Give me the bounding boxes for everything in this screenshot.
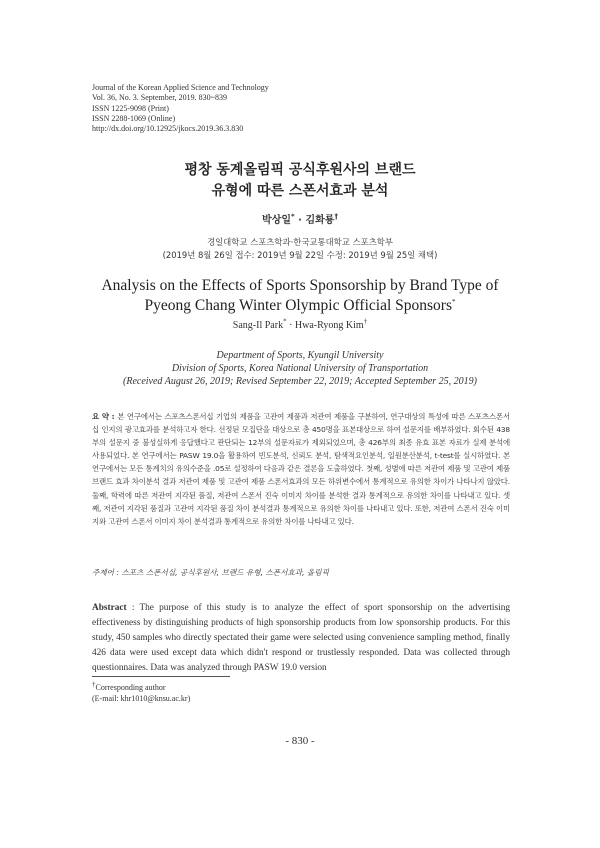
journal-issn-print: ISSN 1225-9098 (Print): [92, 103, 169, 113]
korean-abstract: [92, 410, 510, 528]
korean-abstract-text: 본 연구에서는 스포츠스폰서십 기업의 제품을 고관여 제품과 저관여 제품을 구분하여, 연구대상의 특성에 따른 스포츠스폰서십 인지의 광고효과를 분석하고자 한다. 선정된 모집단을 대상으로 총 450명을 표본대상으로 하여 설문지를 배부하였다. 회수된 438부의 설문지 중 불성실하게 응답했다고 판단되는 12부의 설문자료가 제외되었으며, 총 426부의 최종 유효 표본 자료가 실제 분석에 사용되었다. 본 연구에서는 PASW 19.0을 활용하여 빈도분석, 신뢰도 분석, 탐색적요인분석, 일원분산분석, t-test를 실시하였다. 본 연구에서는 모든 통계치의 유의수준을 .05로 설정하여 다음과 같은 결론을 도출하였다. 첫째, 성별에 따른 저관여 제품 및 고관여 제품 브랜드 효과 차이분석 결과 저관여 제품 및 고관여 제품 스폰서효과의 모든 하위변수에서 통계적으로 유의한 차이가 나타나지 않았다. 둘째, 학력에 따른 저관여 지각된 품질, 저관여 스폰서 진숙 이미지 차이를 분석한 결과 통계적으로 유의한 차이를 나타내고 있다. 셋째, 저관여 지각된 품질과 고관여 지각된 품질 차이 분석결과 통계적으로 유의한 차이를 나타내고 있다. 또한, 저관여 스폰서 진숙 이미지와 고관여 스폰서 이미지 차이 분석결과 통계적으로 유의한 차이를 나타내고 있다.: [92, 412, 510, 526]
english-title-line1: Analysis on the Effects of Sports Sponsorship by Brand Type of: [101, 277, 499, 294]
english-dates: (Received August 26, 2019; Revised September 22, 2019; Accepted September 25, 2019): [123, 376, 477, 388]
english-authors: [0, 317, 600, 331]
footnote-corresponding: Corresponding author: [95, 683, 166, 692]
english-author-1-mark: *: [283, 317, 287, 326]
english-title: [0, 276, 600, 316]
korean-dates: (2019년 8월 26일 접수: 2019년 9월 22일 수정: 2019년 9월 25일 채택): [162, 250, 438, 260]
korean-title-line2: 유형에 따른 스폰서효과 분석: [211, 183, 389, 199]
journal-name: Journal of the Korean Applied Science and Technology: [92, 83, 269, 92]
footnote-divider: [92, 676, 230, 677]
english-abstract: [92, 601, 510, 676]
korean-affiliation: 경일대학교 스포츠학과·한국교통대학교 스포츠학부: [207, 237, 393, 247]
english-author-separator: ·: [286, 320, 295, 331]
journal-volume: Vol. 36, No. 3. September, 2019. 830~839: [92, 93, 227, 103]
footnote-email: (E-mail: khr1010@knsu.ac.kr): [92, 693, 191, 703]
english-abstract-text: : The purpose of this study is to analyze the effect of sport sponsorship on the advertising effectiveness by distinguishing products of high sponsorship products from low sponsorship products. For this study, 450 samples who directly spectated their game were selected using convenience sampling method, finally 426 data were used except data which didn't respond or trustlessly responded. Data was collected through questionnaires. Data was analyzed through PASW 19.0 version: [92, 603, 510, 674]
footnote-symbol: †: [92, 680, 96, 689]
english-affiliation-block: [0, 349, 600, 389]
korean-title-line1: 평창 동계올림픽 공식후원사의 브랜드: [184, 162, 416, 178]
english-dept-2: Division of Sports, Korea National University of Transportation: [171, 363, 429, 375]
korean-affiliation-block: [0, 236, 600, 262]
english-abstract-label: Abstract: [92, 603, 127, 613]
korean-author-1: 박상일: [262, 215, 292, 226]
korean-keywords: 주제어 : 스포츠 스폰서십, 공식후원사, 브랜드 유형, 스폰서효과, 올림픽: [92, 568, 329, 577]
journal-info: [92, 83, 269, 134]
footnote: [92, 680, 191, 704]
korean-author-2-mark: †: [334, 212, 338, 221]
english-dept-1: Department of Sports, Kyungil University: [216, 350, 384, 361]
korean-author-separator: ·: [294, 215, 306, 226]
english-author-2: Hwa-Ryong Kim: [294, 320, 364, 331]
korean-abstract-label: 요 약 :: [92, 412, 118, 421]
journal-doi-link[interactable]: http://dx.doi.org/10.12925/jkocs.2019.36.3.830: [92, 124, 244, 134]
korean-author-1-mark: *: [291, 212, 295, 221]
page-number: - 830 -: [285, 735, 315, 747]
english-title-line2: Pyeong Chang Winter Olympic Official Sponsors: [144, 297, 452, 314]
korean-title: [0, 160, 600, 202]
english-author-1: Sang-Il Park: [232, 320, 284, 331]
english-author-2-mark: †: [363, 317, 368, 326]
english-title-mark: *: [451, 297, 456, 306]
korean-author-2: 김화룡: [305, 215, 335, 226]
journal-issn-online: ISSN 2288-1069 (Online): [92, 113, 176, 123]
korean-authors: [0, 211, 600, 226]
